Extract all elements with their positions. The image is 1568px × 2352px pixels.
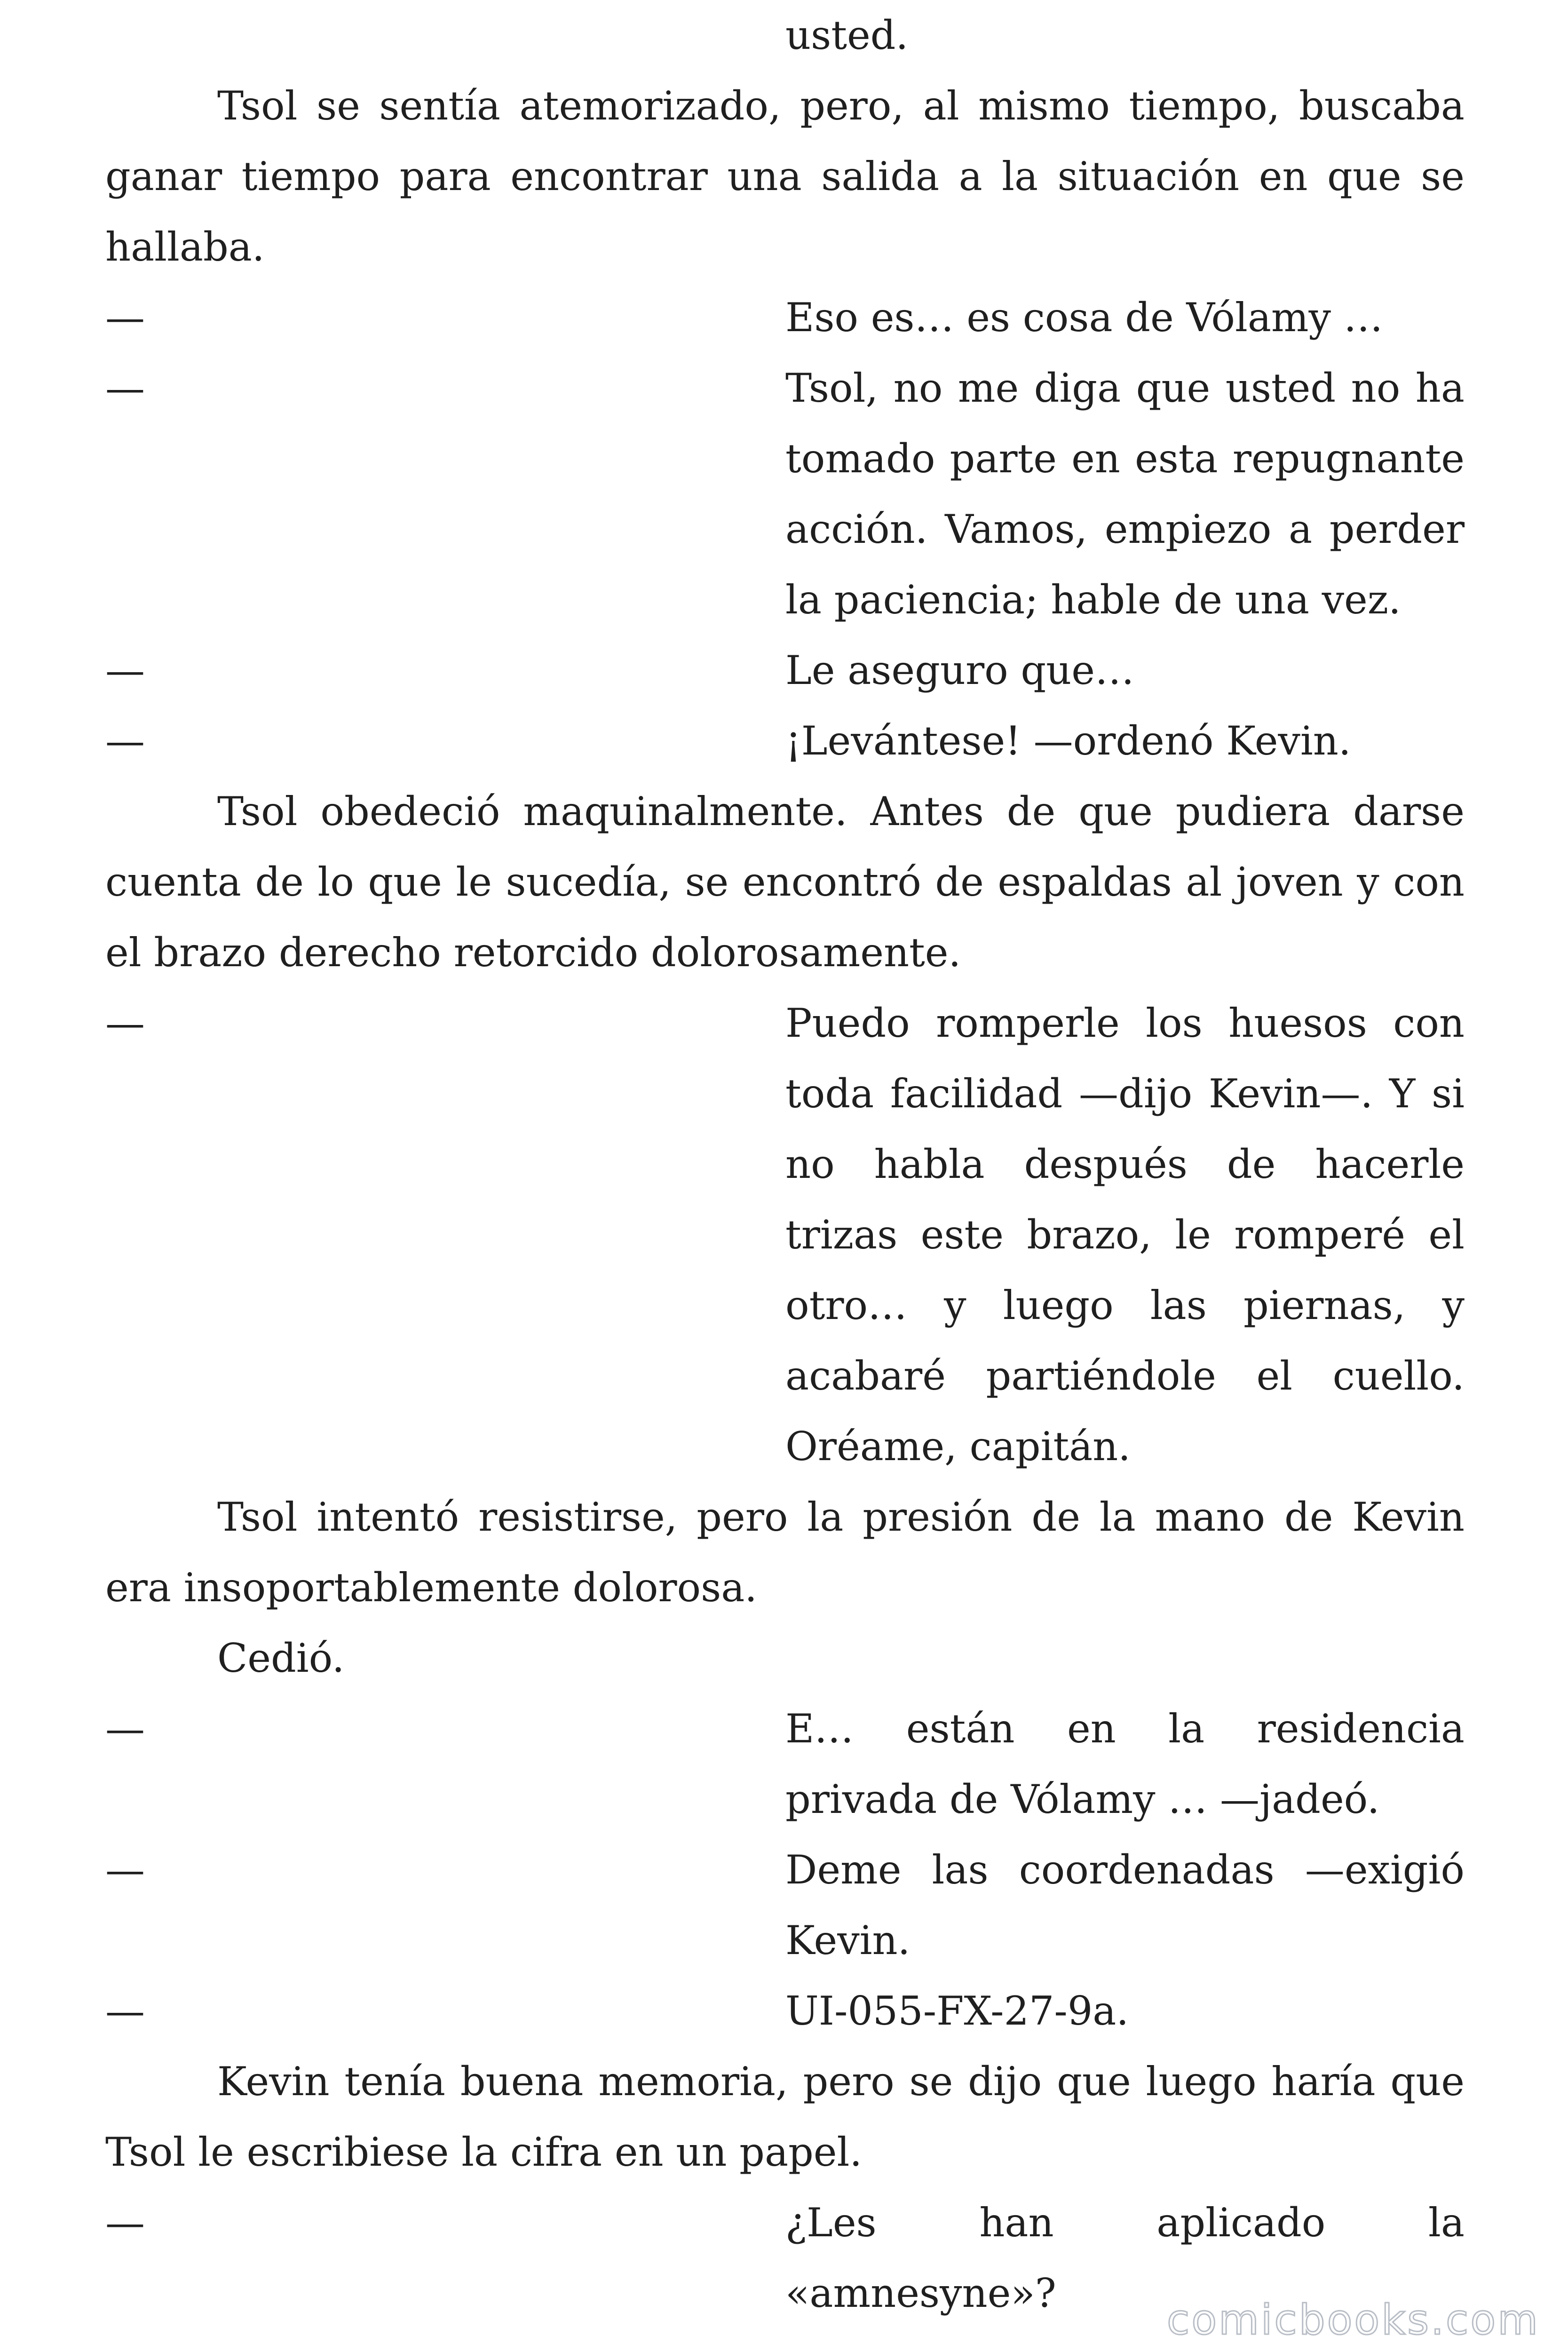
continued-dialogue-fragment: usted.: [785, 12, 909, 58]
dialogue-dash: —: [105, 647, 145, 693]
narration-paragraph: Tsol se sentía atemorizado, pero, al mismo tiempo, buscaba ganar tiempo para encontrar una salida a la situación en que se hallaba.: [105, 83, 1465, 270]
dialogue-text: Le aseguro que…: [785, 647, 1134, 693]
dialogue-text: UI-055-FX-27-9a.: [785, 1988, 1129, 2034]
dialogue-dash: —: [105, 1000, 145, 1046]
narration-paragraph: Tsol obedeció maquinalmente. Antes de que pudiera darse cuenta de lo que le sucedía, se encontró de espaldas al joven y con el brazo derecho retorcido dolorosamente.: [105, 788, 1465, 976]
dialogue-line: [105, 353, 1465, 635]
dialogue-dash: —: [105, 1988, 145, 2034]
dialogue-text: ¿Les han aplicado la «amnesyne»?: [785, 2200, 1465, 2316]
dialogue-text: ¡Levántese! —ordenó Kevin.: [785, 718, 1351, 764]
site-watermark: comicbooks.com: [1166, 2296, 1540, 2344]
dialogue-text: Deme las coordenadas —exigió Kevin.: [785, 1847, 1465, 1963]
narration-paragraph: Cedió.: [217, 1635, 345, 1681]
dialogue-line: [105, 1976, 1465, 2046]
dialogue-line: [105, 282, 1465, 353]
book-page: [105, 0, 1465, 2352]
dialogue-dash: —: [105, 2200, 145, 2246]
dialogue-dash: —: [105, 718, 145, 764]
dialogue-text: Tsol, no me diga que usted no ha tomado parte en esta repugnante acción. Vamos, empiezo a perder la paciencia; hable de una vez.: [785, 365, 1465, 623]
dialogue-line: [105, 1693, 1465, 1835]
dialogue-line: [105, 988, 1465, 1482]
dialogue-text: Eso es… es cosa de Vólamy …: [785, 294, 1383, 341]
dialogue-text: E… están en la residencia privada de Vólamy … —jadeó.: [785, 1706, 1465, 1822]
dialogue-dash: —: [105, 1847, 145, 1893]
narration-paragraph: Kevin tenía buena memoria, pero se dijo que luego haría que Tsol le escribiese la cifra en un papel.: [105, 2058, 1465, 2175]
narration-paragraph: Tsol intentó resistirse, pero la presión de la mano de Kevin era insoportablemente dolorosa.: [105, 1494, 1465, 1611]
dialogue-dash: —: [105, 365, 145, 411]
dialogue-text: Puedo romperle los huesos con toda facilidad —dijo Kevin—. Y si no habla después de hacerle trizas este brazo, le romperé el otro… y luego las piernas, y acabaré partiéndole el cuello. Oréame, capitán.: [785, 1000, 1465, 1470]
dialogue-line: [105, 706, 1465, 776]
dialogue-dash: —: [105, 1706, 145, 1752]
dialogue-dash: —: [105, 294, 145, 341]
dialogue-line: [105, 635, 1465, 706]
dialogue-line: [105, 1835, 1465, 1976]
